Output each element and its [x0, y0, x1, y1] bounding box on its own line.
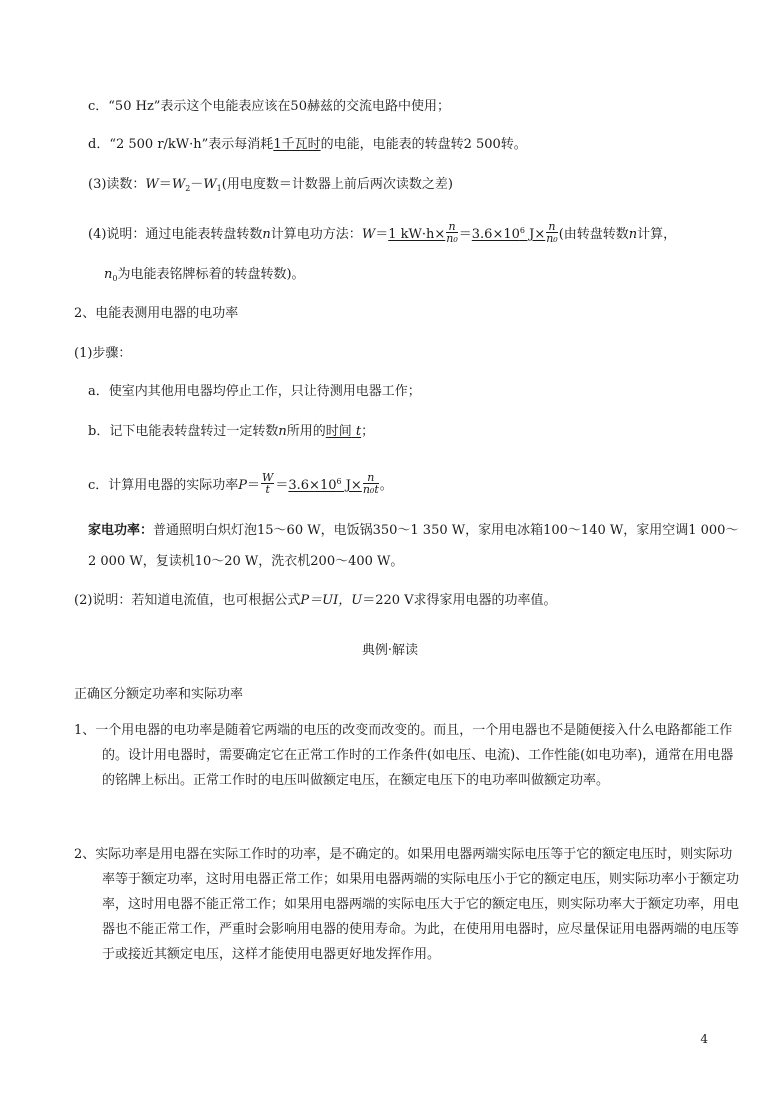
- joule-exp: 6: [336, 477, 342, 486]
- power-text: 普通照明白炽灯泡15～60 W，电饭锅350～1 350 W，家用电冰箱100～140 W，家用空调1 000～: [153, 523, 739, 538]
- formula-kwh: 1 kW·h×: [388, 227, 446, 242]
- step-2-explain: [74, 592, 557, 610]
- fraction-numerator: n: [546, 221, 558, 233]
- item-d-pre: d．“2 500 r/kW·h”表示每消耗: [88, 137, 274, 152]
- step-a: a．使室内其他用电器均停止工作，只让待测用电器工作；: [88, 384, 421, 399]
- fraction-n-n0-2: [546, 221, 558, 244]
- fraction-denominator: t: [265, 483, 270, 496]
- var-n: n: [278, 424, 287, 439]
- explain-pre: (2)说明：若知道电流值，也可根据公式: [74, 593, 301, 608]
- reading-note: (用电度数＝计数器上前后两次读数之差): [221, 177, 453, 192]
- example-heading: 典例·解读: [361, 643, 419, 658]
- step-c-post: 。: [379, 478, 393, 493]
- item-d: [88, 136, 527, 154]
- page-number: 4: [700, 1032, 708, 1046]
- explain-post-2: 计算，: [637, 227, 677, 242]
- joule-base: 3.6×10: [471, 227, 520, 242]
- explain-post: (由转盘转数: [558, 227, 629, 242]
- var-n-2: n: [628, 227, 638, 242]
- subheading: 正确区分额定功率和实际功率: [74, 687, 244, 702]
- step-b-underlined: [326, 424, 361, 439]
- item-3-reading: [88, 176, 453, 198]
- fraction-n-n0t: [363, 472, 379, 495]
- fraction-w-t: [261, 472, 274, 495]
- explain-mid: 计算电功方法：: [270, 227, 362, 242]
- fraction-numerator: n: [446, 221, 458, 233]
- eq-sign-2: ＝: [458, 227, 472, 242]
- step-b-mid: 所用的: [286, 424, 326, 439]
- minus-sign: －: [190, 177, 204, 192]
- fraction-numerator: n: [363, 472, 379, 484]
- fraction-numerator: W: [262, 471, 274, 484]
- paragraph-2: 2、实际功率是用电器在实际工作时的功率，是不确定的。如果用电器两端实际电压等于它的额定电压时，则实际功率等于额定功率，这时用电器正常工作；如果用电器两端的实际电压小于它的额定电压，则实际功率小于额定功率，这时用电器不能正常工作；如果用电器两端的实际电压大于它的额定电压，则实际功率大于额定功率，用电器也不能正常工作，严重时会影响用电器的使用寿命。为此，在使用用电器时，应尽量保证用电器两端的电压等于或接近其额定电压，这样才能使用电器更好地发挥作用。: [74, 847, 740, 962]
- step-b: [88, 423, 374, 441]
- var-w1: W: [203, 177, 217, 192]
- eq-sign: ＝: [375, 227, 389, 242]
- paragraph-1: 1、一个用电器的电功率是随着它两端的电压的改变而改变的。而且，一个用电器也不是随便接入什么电路都能工作的。设计用电器时，需要确定它在正常工作时的工作条件(如电压、电流)、工作性能(如电功率)，通常在用电器的铭牌上标出。正常工作时的电压叫做额定电压，在额定电压下的电功率叫做额定功率。: [74, 723, 734, 788]
- reading-label: (3)读数：: [88, 177, 146, 192]
- joule-exp: 6: [519, 226, 525, 235]
- sub-0: 0: [112, 274, 118, 283]
- var-w: W: [361, 227, 376, 242]
- var-n0: n: [104, 267, 113, 282]
- step-c-pre: c．计算用电器的实际功率: [88, 478, 239, 493]
- var-w2: W: [171, 177, 186, 192]
- item-4-explain-cont: [104, 266, 305, 288]
- fraction-denominator: n₀t: [362, 483, 379, 496]
- item-d-post: 的电能，电能表的转盘转2 500转。: [320, 137, 527, 152]
- explain-pre: (4)说明：通过电能表转盘转数: [88, 227, 263, 242]
- joule-unit: J×: [524, 227, 546, 242]
- step-1-title: (1)步骤：: [74, 346, 132, 361]
- eq-sign: ＝: [158, 177, 172, 192]
- var-t: t: [355, 424, 362, 439]
- item-c: c．“50 Hz”表示这个电能表应该在50赫兹的交流电路中使用；: [88, 99, 450, 114]
- time-word: 时间: [325, 424, 352, 439]
- var-n: n: [262, 227, 271, 242]
- formula-joule: [472, 227, 545, 242]
- section-2-title: 2、电能表测用电器的电功率: [74, 306, 239, 321]
- eq-sign: ＝: [247, 478, 261, 493]
- formula-joule: [288, 478, 361, 493]
- power-values-line1: [88, 522, 738, 540]
- var-p: P: [238, 478, 248, 493]
- power-label: 家电功率：: [88, 523, 154, 538]
- var-w: W: [145, 177, 159, 192]
- sub-1: 1: [216, 184, 222, 193]
- eq-sign-2: ＝: [275, 478, 289, 493]
- step-b-pre: b．记下电能表转盘转过一定转数: [88, 424, 279, 439]
- step-c: [88, 473, 393, 497]
- fraction-n-n0: [446, 221, 458, 244]
- fraction-denominator: n₀: [446, 232, 458, 245]
- joule-unit: J×: [341, 478, 362, 493]
- item-d-underlined: 1千瓦时: [273, 137, 321, 152]
- joule-base: 3.6×10: [288, 478, 337, 493]
- explain-post: ＝220 V求得家用电器的功率值。: [362, 593, 557, 608]
- formula-pui: P＝UI，U: [300, 593, 363, 608]
- power-values-line2: 2 000 W，复读机10～20 W，洗衣机200～400 W。: [88, 554, 404, 569]
- sub-2: 2: [185, 184, 191, 193]
- item-4-explain: [88, 222, 676, 246]
- step-b-post: ；: [361, 424, 375, 439]
- explain-cont-text: 为电能表铭牌标着的转盘转数)。: [117, 267, 305, 282]
- fraction-denominator: n₀: [546, 232, 558, 245]
